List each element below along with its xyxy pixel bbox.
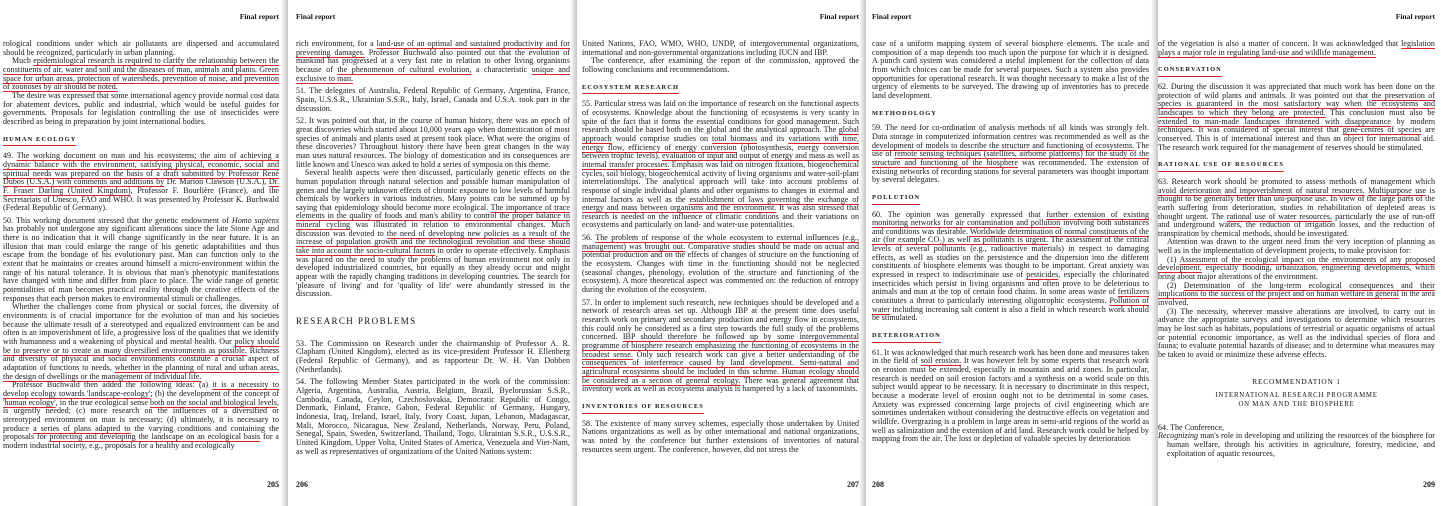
section-heading-label: POLLUTION (872, 194, 920, 205)
text-run: for a modern industrial society, e.g., proposals for a healthy and ecologically (3, 432, 279, 450)
text-run: rich environment, for a (296, 39, 377, 48)
paragraph (1158, 40, 1435, 57)
underlined-text: Dr. F. Fraser Darling (United Kingdom) (3, 177, 279, 195)
text-run: The desire was expressed that some international agency provide normal cost data for abatement devices, public and industrial, which would be useful guides for governments. Proposals for legislation controlling the use of insecticides were described as being in preparation by joint international bodies. (3, 90, 279, 126)
section-heading-label: INVENTORIES OF RESOURCES (582, 403, 704, 414)
section-heading-label: ECOSYSTEM RESEARCH (582, 84, 679, 95)
paragraph (1158, 432, 1435, 458)
text-run: (3) The necessity, wherever massive alterations are involved, to carry out in advance the appropriate surveys and investigations to determine which resources may be lost such as habitats, populations of terrestrial or aquatic organisms of actual or potential economic importance, as well as the individual species of flora and fauna; to evaluate potential hazards of disease; and to determine what measures may be taken to avoid or minimize these adverse effects. (1158, 306, 1435, 359)
running-header: Final report (872, 12, 912, 21)
paragraph (296, 40, 570, 83)
recommendation-title: RECOMMENDATION 1 (1252, 376, 1341, 386)
text-run: 57. In order to implement such research, new techniques should be developed and a network of research areas set up. Although IBP at the present time does useful research work on primary and secondary production and energy flow in ecosystems, this could only be considered as a first step towards the full study of the problems concerned. (582, 297, 859, 342)
paragraph (582, 234, 859, 295)
underlined-text: protecting and developing the landscape on an ecological basis (49, 432, 261, 442)
text-run: 52. It was pointed out that, in the course of human history, there was an epoch of great discoveries which started about 10,000 years ago when domestication of most species of animals and plants used at present took place. What were the origins of these discoveries? Throughout history there have been great changes in the way man uses natural resources. The biology of domestication and its consequences are little known and Unesco was asked to hold a series of symposia on this theme. (296, 116, 570, 169)
paragraph (872, 124, 1149, 185)
underlined-text: unique and exclusive to man. (296, 64, 571, 83)
paragraph (3, 217, 279, 304)
page-gutter-shadow (1151, 0, 1158, 506)
underlined-text: whether in the planning of rural and urban areas, the design of dwellings or the management of individual life. (3, 362, 279, 381)
text-run: Comparative studies should be made on actual and potential production and on the effects of changes of structure on the functioning of the ecosystem. Changes with time in the functioning should not be neglected (seasonal changes, phenology, evolution of the structure and functioning of the ecosystem). A more theoretical aspect was commented on: the reduction of entropy during the evolution of the ecosystem. (582, 241, 859, 295)
paragraph (3, 40, 279, 57)
underlined-text: fertilizers (1117, 287, 1149, 297)
underlined-text: legislation plays a major role in regulating land-use and wildlife management. (1158, 39, 1435, 57)
section-heading-label: METHODOLOGY (872, 109, 938, 117)
underlined-text: variations with time, energy flow, efficiency of energy conversion (582, 133, 859, 152)
page-207 (577, 0, 866, 506)
section-heading-label: RATIONAL USE OF RESOURCES (1158, 161, 1284, 172)
text-run: Professor Buchwald also pointed out that the evolution of mankind has progressed at a very fast rate in relation to other living organisms because of (296, 47, 570, 74)
section-heading (872, 194, 1149, 205)
underlined-text: extended to man-made landscapes threatened with disappearance (1158, 116, 1391, 126)
page-number: 208 (872, 480, 884, 489)
underlined-text: avoid deterioration and impoverishment of natural resources. (1158, 185, 1365, 195)
text-run: Richness and diversity of physical and social environments constitute a crucial aspect of adaptation of functions to needs, (3, 345, 279, 372)
section-title: RESEARCH PROBLEMS (296, 316, 417, 327)
text-run: The assessment of the critical levels of several pollutants (e.g., radioactive materials) in respect to damaging effects, as well as studies on the persistence and the dispersion into the different constituents of biosphere elements was thought to be important. Great anxiety was expressed in respect to indiscriminate use of (872, 235, 1149, 280)
text-run: man's role in developing and utilizing the resources of the biosphere for human welfare, through his activities in agriculture, forestry, medicine, and exploitation of aquatic resources, (1167, 431, 1435, 458)
text-run: especially flooding, urbanization, engineering developments, which bring about major alterations of the environment. (1158, 263, 1435, 282)
text-run: There was general agreement that inventory work as well as ecosystems analysis is hampered by a lack of taxonomists. (582, 375, 860, 394)
page-body (1158, 40, 1435, 462)
underlined-text: The problem of response of the whole ecosystem to external influences (e.g., management) was brought out. (582, 233, 859, 251)
section-heading-label: DETERIORATION (872, 332, 941, 343)
paragraph (3, 152, 279, 213)
text-run: Whether the challenges come from physical or social forces, the diversity of environments is of crucial importance for the evolution of man and his societies because the ultimate result of a stereotyped and equalized environment can be and often is an impoverishment of life, a progressive loss of the qualities that we identify with humanness and a weakening of physical and mental health. Our (3, 302, 279, 346)
page-gutter-shadow (281, 0, 288, 506)
text-run: 54. The following Member States participated in the work of the commission: Algeria, Argentina, Australia, Austria, Belgium, Brazil, Byelorussian S.S.R., Cambodia, Canada, Ceylon, Czechoslovakia, Democratic Republic of Congo, Denmark, Finland, France, Gabon, Federal Republic of Germany, Hungary, Indonesia, Iraq, Ireland, Israel, Italy, Ivory Coast, Japan, Lebanon, Madagascar, Mali, Morocco, Nicaragua, New Zealand, Netherlands, Norway, Peru, Poland, Senegal, Spain, Sweden, Switzerland, Thailand, Togo, Ukrainian S.S.R., U.S.S.R., United Kingdom, Upper Volta, United States of America, Venezuela and Viet-Nam, as well as representatives of organizations of the United Nations system: (296, 377, 570, 456)
text-run: (photosynthesis, energy conversion between trophic levels), (582, 142, 860, 161)
underlined-text: Worldwide determination of normal constituents of the air (for example CO₂) as well as pollutants is urgent. (872, 226, 1149, 245)
paragraph (1158, 308, 1435, 360)
text-run: (1) (1167, 254, 1180, 264)
text-run: 62. During the discussion it was appreciated that much work has been done on the protection of wild plants and animals. It was pointed out that (1158, 81, 1435, 100)
paragraph (582, 420, 859, 455)
text-run: 53. The Commission on Research under the chairmanship of Professor A. R. Clapham (United Kingdom), elected as its vice-president Professor H. Ellenberg (Federal Republic of Germany), and as rapporteur Dr. W. H. Van Dobben (Netherlands). (296, 338, 570, 374)
text-run: It was however felt by some experts that research work on erosion must be extended, especially in mountain and arid zones. In particular, research is needed on soil erosion factors and a synthesis on a world scale on this subject would appear to be necessary. It is necessary to discriminate in this respect, because a moderate level of erosion ought not to be detrimental in some cases. Anxiety was expressed concerning large projects of civil engineering which are sometimes undertaken without considering the destructive effects on vegetation and wildlife. Overgrazing is a problem in large areas in semi-arid regions of the world as well as salinization and the extension of arid land. Research work could be helped by mapping from the air. The loss or depletion of valuable species by deterioration (872, 356, 1150, 444)
underlined-text: soil erosion. (920, 356, 962, 366)
underlined-text: Multipurpose use (1368, 185, 1427, 195)
underlined-text: both on the social and biological levels (150, 397, 277, 407)
text-run: 64. The Conference, (1158, 422, 1225, 432)
paragraph (296, 87, 570, 113)
text-run: a characteristic (471, 64, 532, 74)
section-heading (3, 136, 279, 147)
page-body (582, 40, 859, 458)
page-number: 206 (296, 480, 308, 489)
text-run: including increasing salt content is also a field in which research work should be stimulated. (872, 304, 1149, 323)
text-run: 50. This working document stressed that the genetic endowment of (3, 215, 232, 225)
underlined-text: evaluation of input and output of energy and mass as well as internal transfer processes. (582, 151, 859, 169)
page-gutter-shadow (859, 0, 866, 506)
page-number: 205 (267, 480, 279, 489)
page-body (296, 40, 570, 460)
page-body (3, 40, 279, 455)
text-run: The use of (872, 140, 1149, 159)
section-heading (872, 110, 1149, 119)
underlined-text: establishment of laws governing the exchange of energy and mass between organisms and the environment. (582, 194, 859, 213)
underlined-text: 'human ecology' (3, 397, 56, 407)
text-run: Professor Buchwald then added the following ideas: (a) (12, 380, 213, 390)
text-run: was recommended. The extension of existing networks of recording stations for several parameters was thought important by several delegates. (872, 157, 1150, 185)
text-run: , especially the chlorinated insecticides which persist in living organisms and often prove to be deleterious to animals and man at the top of certain food chains. In some areas waste of (872, 270, 1149, 297)
page-205 (0, 0, 288, 506)
underlined-text: policy should be to preserve or to create as many diversified environments as possible. (3, 337, 279, 355)
paragraph (1158, 238, 1435, 255)
section-heading (872, 332, 1149, 343)
text-run: rological conditions under which air pollutants are dispersed and accumulated should be recognized, particularly in urban planning. (3, 39, 279, 57)
text-run: Several health aspects were then discussed, particularly genetic effects on the human population through natural selection and possible human manipulation of genes and the largely unknown effects of chronic exposure to low levels of harmful chemicals by workers in various industries. Many points can be summed up by saying that epidemiology should become more ecological. (296, 168, 570, 212)
underlined-text: IBP should therefore be followed up by some intergovernmental programme of biosphere research emphasizing the functioning of ecosystems in the broadest sense. (582, 332, 859, 359)
underlined-text: global approach (582, 125, 859, 143)
text-run: (2) (1167, 280, 1184, 290)
underlined-text: the phenomenon of cultural evolution, (337, 64, 472, 74)
text-run: in order to operate effectively. Emphasis was placed on the need to study the problems of human environment not only in developed industrialized countries, but equally as they already occur and might appear with the rapidly changing traditions in developing countries. The search for 'pleasure of living' and for 'quality of life' were abundantly stressed in the discussion. (296, 246, 571, 299)
paragraph (1158, 83, 1435, 152)
section-heading (582, 403, 859, 414)
paragraph (296, 169, 570, 299)
underlined-text: the preservation of species is guaranteed in the most satisfactory way when the ecosystems and landscapes to which they belong are protected. (1158, 90, 1435, 117)
section-heading (582, 84, 859, 95)
underlined-text: Determination of the long-term ecological consequences and their implications to the success of the project and on human welfare in general (1158, 280, 1435, 299)
paragraph (3, 381, 279, 450)
underlined-text: rational use of water resources, (1226, 211, 1333, 221)
section-heading-label: CONSERVATION (1158, 66, 1222, 77)
underlined-text: it is a necessity to develop ecology towards 'landscape-ecology' (3, 380, 279, 398)
text-run: This conclusion must also be (1325, 107, 1435, 117)
text-run: United Nations, FAO, WMO, WHO, UNDP, of intergovernmental organizations, international and non-governmental organizations including IUCN and IBP. (582, 39, 859, 57)
text-run: of the vegetation is also a matter of concern. It was acknowledged that (1158, 39, 1402, 48)
text-run: Emphasis was laid on nitrogen fixations, biogeochemical cycles, soil biology, biogeochemical activity of living organisms and water-soil-plant interrelationships. The analytical approach will take into account problems of response of single individual plants and other organisms to changes in external and internal factors as well as the (582, 159, 859, 204)
text-run: constitutes a threat to particularly interesting oligotrophic ecosystems. (872, 296, 1110, 306)
text-run: , in the true ecological sense (55, 397, 151, 407)
text-run: 58. The existence of many survey schemes, especially those undertaken by United Nations organizations as well as by other international and national organizations, was noted by the conference but further extensions of inventories of natural resources seem urgent. The conference, however, did not stress the (582, 418, 859, 454)
underlined-text: The working document on man and his ecosystems; the aim of achieving a dynamic balance with the environment, satisfying physical, economic, social and spiritual needs was prepared on the basis of a draft submitted by Professor René Dubos (U.S.A.) with comments and additions by (3, 151, 279, 187)
text-run: ; (b) the development of the concept of (150, 388, 279, 398)
text-run: The conference, after examining the report of the commission, approved the following conclusions and recommendations. (582, 56, 859, 74)
paragraph (582, 100, 859, 230)
text-run: 56. (582, 233, 596, 243)
paragraph (3, 57, 279, 92)
text-run: 51. The delegates of Australia, Federal Republic of Germany, Argentina, France, Spain, U.S.S.R., Ukrainian S.S.R., Italy, Israel, Canada and U.S.A. took part in the discussion. (296, 86, 570, 113)
paragraph (872, 349, 1149, 444)
underlined-text: further extension of existing monitoring networks for air contamination and pollution (872, 209, 1150, 228)
underlined-text: land-use of an optimal and sustained productivity and for preventing damages. (296, 39, 571, 57)
underlined-text: gene-centres of species (1342, 125, 1422, 135)
text-run: 61. It was acknowledged that much research work has been done and measures taken in the field of (872, 347, 1149, 366)
page-number: 209 (1423, 480, 1435, 489)
paragraph (296, 378, 570, 456)
underlined-text: development of models to describe the structure and functioning of ecosystems. (872, 140, 1135, 150)
running-header: Final report (819, 12, 859, 21)
recommendation-title: ON MAN AND THE BIOSPHERE (1238, 400, 1355, 408)
italic-text: Homo sapiens (231, 215, 279, 225)
page-number: 207 (847, 480, 859, 489)
text-run: would comprise studies on (611, 133, 713, 143)
paragraph (872, 211, 1149, 324)
running-header: Final report (239, 12, 279, 21)
underlined-text: epidemiological research is required to clarify the relationship between the constituents of air, water and soil and the diseases of man, animals and plants. Green space for urban areas, protection of watersheds, prevention of noise, and prevention of zoonoses by air should be noted. (3, 56, 279, 92)
section-heading-label: HUMAN ECOLOGY (3, 136, 76, 147)
text-run: was illustrated in relation to environmental changes. Much discussion was devoted to (296, 220, 570, 238)
text-run: 49. (3, 151, 17, 161)
running-header: Final report (296, 12, 336, 21)
underlined-text: consequences of interference caused by land development. Semi-natural and agricultural ecosystems should be included in this scheme. Human ecology should be considered as a section of general ecology. (582, 358, 859, 385)
underlined-text: the need of developing new policies as a result of the increase of population growth and the technological revolution and these should take into account the socio-cultural factors (296, 228, 570, 256)
text-run: It was also stressed that research is needed on the influence of climatic conditions and their variations on ecosystems and particularly on land- and water-use potentialities. (582, 203, 860, 230)
page-208 (866, 0, 1158, 506)
italic-text: Recognizing (1158, 431, 1199, 441)
paragraph (1158, 178, 1435, 239)
paragraph (296, 117, 570, 169)
running-header: Final report (1395, 12, 1435, 21)
underlined-text: pesticides (1026, 270, 1059, 280)
paragraph (1158, 256, 1435, 282)
underlined-text: remote sensing techniques (satellites, airborne platforms) for the study of the structure and functioning of the biosphere (872, 149, 1149, 167)
page-body (872, 40, 1149, 448)
section-heading (1158, 66, 1435, 77)
text-run: Dr. Marion Clawson (U.S.A.), (164, 177, 269, 187)
paragraph (872, 40, 1149, 101)
paragraph (582, 40, 859, 57)
underlined-text: a series of plans adapted to (33, 423, 131, 433)
underlined-text: Assessment of the ecological impact on the environments of any proposed development, (1158, 254, 1435, 273)
underlined-text: The importance of trace elements in the quality of foods and man's ability to control the proper balance in mineral cycling (296, 202, 570, 230)
paragraph (582, 57, 859, 74)
recommendation-title: INTERNATIONAL RESEARCH PROGRAMME (1215, 392, 1378, 400)
text-run: 59. The need for co-ordination of analysis methods of all kinds was strongly felt. Data storage in computerized information centres was recommended as well as the (872, 123, 1149, 141)
text-run: 60. The opinion was generally expressed that (872, 209, 1047, 219)
text-run: and its (757, 133, 789, 143)
paragraph (582, 299, 859, 394)
page-209 (1158, 0, 1456, 506)
underlined-text: total biomass (712, 133, 757, 143)
page-206 (288, 0, 577, 506)
page-gutter-shadow (570, 0, 577, 506)
text-run: are conserved. This is of international interest and thus an object for international aid. The research work required for the management of reserves should be stimulated. (1158, 125, 1436, 152)
text-run: by modern techniques. It was considered of special interest that (1158, 116, 1436, 135)
text-run: in the area involved. (1158, 289, 1435, 308)
text-run: , is urgently needed; (c) more research on the influences of a diversified or stereotyped environment on man is necessary; (d) ultimately, it is necessary to produce (3, 397, 280, 433)
text-run: is thought to be generally better than uni-purpose use. In view of the large parts of the earth suffering from deterioration, studies in rehabilitation of depleted areas is thought urgent. The (1158, 185, 1435, 221)
paragraph (1158, 282, 1435, 308)
underlined-text: Pollution of water (872, 296, 1149, 314)
text-run: Only such research work can give a better understanding of the (632, 349, 859, 359)
section-heading (1158, 161, 1435, 172)
text-run: has probably not undergone any significant alterations since the late Stone Age and there is no indication that it will change significantly in the near future. It is an illusion that man could enlarge the range of his genetic adaptabilities and thus escape from the bondage of his evolutionary past. Man can function only to the extent that he maintains or creates around himself a micro-environment within the range of his natural tolerance. It is obvious that man's phenotypic manifestations have changed with time and differ from place to place. The wide range of genetic potentialities of man becomes practical reality through the creative effects of the responses that each person makes to environmental stimuli or challenges. (3, 224, 279, 303)
text-run: 55. Particular stress was laid on the importance of research on the functional aspects of ecosystems. Knowledge about the functioning of ecosystems is very scanty in spite of the fact that it forms the essential conditions for good management. Such research should be based both on the global and the analytical approach. The (582, 99, 859, 135)
paragraph (3, 303, 279, 381)
text-run: , Professor F. Bourlière (France), and the Secretariats of Unesco, FAO and WHO. It was presented by Professor K. Buchwald (Federal Republic of Germany). (3, 185, 279, 213)
paragraph (296, 340, 570, 375)
text-run: Much (12, 56, 34, 66)
text-run: Attention was drawn to the urgent need from the very inception of planning as well as in the implementation of development projects, to make provision for: (1158, 237, 1435, 256)
text-run: involving both substances and conditions was desirable. (872, 218, 1149, 236)
text-run: particularly the use of run-off and underground waters, the reduction of irrigation losses, and the reduction of transpiration by chemical methods, should be investigated. (1158, 211, 1435, 238)
text-run: 63. Research work should be promoted to assess methods of management which (1158, 176, 1435, 186)
paragraph (3, 92, 279, 127)
text-run: the varying conditions and containing the proposals for (3, 423, 279, 442)
text-run: case of a uniform mapping system of several biosphere elements. The scale and composition of a map depends too much upon the purpose for which it is designed. A punch card system was considered a useful implement for the collection of data from which choices can be made for several purposes. Such a system also provides opportunities for operational research. It was thought necessary to make a list of the urgency of elements to be surveyed. The drawing up of inventories has to precede land development. (872, 39, 1149, 100)
